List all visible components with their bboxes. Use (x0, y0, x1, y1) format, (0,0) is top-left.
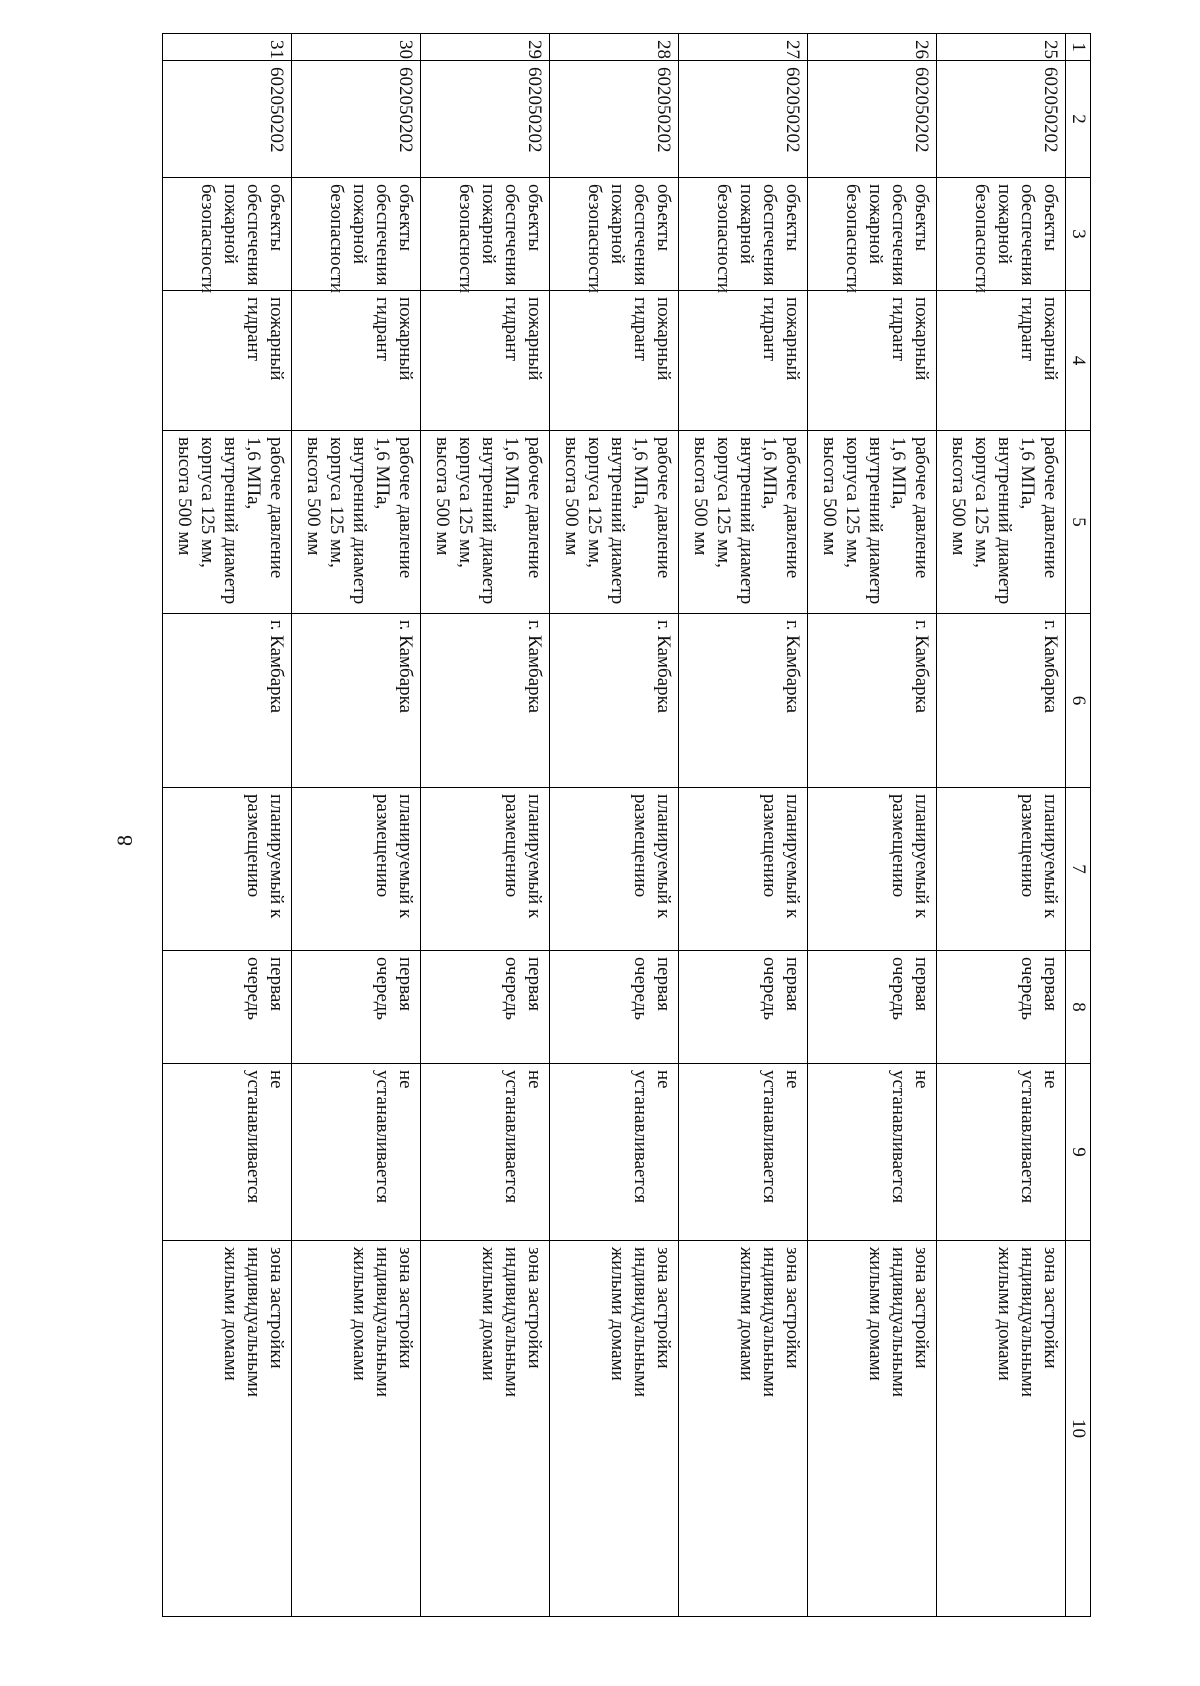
table-row (163, 34, 292, 1617)
object-code-cell: 602050202 (163, 61, 292, 178)
object-name-cell: пожарный гидрант (421, 291, 550, 431)
header-col-10: 10 (1066, 1241, 1091, 1617)
table-row (421, 34, 550, 1617)
object-type-cell: объекты обеспечения пожарной безопасности (550, 178, 679, 291)
characteristics-cell: рабочее давление 1,6 МПа, внутренний диаметр корпуса 125 мм, высота 500 мм (292, 431, 421, 614)
zone-limits-cell: не устанавливается (163, 1064, 292, 1241)
object-code-cell: 602050202 (808, 61, 937, 178)
row-number-cell: 27 (679, 34, 808, 61)
location-cell: г. Камбарка (292, 614, 421, 788)
status-cell: планируемый к размещению (937, 788, 1066, 951)
status-cell: планируемый к размещению (163, 788, 292, 951)
zone-limits-cell: не устанавливается (808, 1064, 937, 1241)
header-col-5: 5 (1066, 431, 1091, 614)
object-code-cell: 602050202 (421, 61, 550, 178)
object-type-cell: объекты обеспечения пожарной безопасности (808, 178, 937, 291)
object-code-cell: 602050202 (679, 61, 808, 178)
stage-cell: первая очередь (292, 951, 421, 1064)
table-row (808, 34, 937, 1617)
status-cell: планируемый к размещению (292, 788, 421, 951)
row-number-cell: 28 (550, 34, 679, 61)
object-type-cell: объекты обеспечения пожарной безопасности (421, 178, 550, 291)
object-name-cell: пожарный гидрант (808, 291, 937, 431)
zone-limits-cell: не устанавливается (421, 1064, 550, 1241)
table-row (550, 34, 679, 1617)
rotated-table-wrapper (163, 33, 1091, 1616)
object-code-cell: 602050202 (292, 61, 421, 178)
objects-table (162, 33, 1091, 1617)
stage-cell: первая очередь (421, 951, 550, 1064)
characteristics-cell: рабочее давление 1,6 МПа, внутренний диаметр корпуса 125 мм, высота 500 мм (550, 431, 679, 614)
object-name-cell: пожарный гидрант (679, 291, 808, 431)
row-number-cell: 25 (937, 34, 1066, 61)
status-cell: планируемый к размещению (421, 788, 550, 951)
stage-cell: первая очередь (808, 951, 937, 1064)
status-cell: планируемый к размещению (679, 788, 808, 951)
table-body (163, 34, 1066, 1617)
object-type-cell: объекты обеспечения пожарной безопасности (679, 178, 808, 291)
status-cell: планируемый к размещению (808, 788, 937, 951)
zone-limits-cell: не устанавливается (292, 1064, 421, 1241)
stage-cell: первая очередь (163, 951, 292, 1064)
status-cell: планируемый к размещению (550, 788, 679, 951)
object-name-cell: пожарный гидрант (292, 291, 421, 431)
object-name-cell: пожарный гидрант (163, 291, 292, 431)
zone-limits-cell: не устанавливается (937, 1064, 1066, 1241)
location-cell: г. Камбарка (937, 614, 1066, 788)
header-col-6: 6 (1066, 614, 1091, 788)
functional-zone-cell: зона застройки индивидуальными жилыми домами (292, 1241, 421, 1617)
stage-cell: первая очередь (679, 951, 808, 1064)
object-name-cell: пожарный гидрант (937, 291, 1066, 431)
row-number-cell: 26 (808, 34, 937, 61)
location-cell: г. Камбарка (421, 614, 550, 788)
object-code-cell: 602050202 (937, 61, 1066, 178)
table-row (937, 34, 1066, 1617)
header-col-9: 9 (1066, 1064, 1091, 1241)
functional-zone-cell: зона застройки индивидуальными жилыми домами (937, 1241, 1066, 1617)
row-number-cell: 30 (292, 34, 421, 61)
header-col-2: 2 (1066, 61, 1091, 178)
table-row (679, 34, 808, 1617)
location-cell: г. Камбарка (808, 614, 937, 788)
header-col-3: 3 (1066, 178, 1091, 291)
object-type-cell: объекты обеспечения пожарной безопасности (937, 178, 1066, 291)
characteristics-cell: рабочее давление 1,6 МПа, внутренний диаметр корпуса 125 мм, высота 500 мм (679, 431, 808, 614)
location-cell: г. Камбарка (679, 614, 808, 788)
row-number-cell: 29 (421, 34, 550, 61)
object-code-cell: 602050202 (550, 61, 679, 178)
table-row (292, 34, 421, 1617)
object-type-cell: объекты обеспечения пожарной безопасности (163, 178, 292, 291)
stage-cell: первая очередь (937, 951, 1066, 1064)
location-cell: г. Камбарка (163, 614, 292, 788)
header-row (1066, 34, 1091, 1617)
header-col-8: 8 (1066, 951, 1091, 1064)
object-type-cell: объекты обеспечения пожарной безопасности (292, 178, 421, 291)
functional-zone-cell: зона застройки индивидуальными жилыми домами (550, 1241, 679, 1617)
characteristics-cell: рабочее давление 1,6 МПа, внутренний диаметр корпуса 125 мм, высота 500 мм (421, 431, 550, 614)
functional-zone-cell: зона застройки индивидуальными жилыми домами (421, 1241, 550, 1617)
characteristics-cell: рабочее давление 1,6 МПа, внутренний диаметр корпуса 125 мм, высота 500 мм (937, 431, 1066, 614)
characteristics-cell: рабочее давление 1,6 МПа, внутренний диаметр корпуса 125 мм, высота 500 мм (808, 431, 937, 614)
functional-zone-cell: зона застройки индивидуальными жилыми домами (808, 1241, 937, 1617)
header-col-4: 4 (1066, 291, 1091, 431)
row-number-cell: 31 (163, 34, 292, 61)
header-col-1: 1 (1066, 34, 1091, 61)
header-col-7: 7 (1066, 788, 1091, 951)
object-name-cell: пожарный гидрант (550, 291, 679, 431)
characteristics-cell: рабочее давление 1,6 МПа, внутренний диаметр корпуса 125 мм, высота 500 мм (163, 431, 292, 614)
functional-zone-cell: зона застройки индивидуальными жилыми домами (679, 1241, 808, 1617)
page-number: 8 (112, 835, 137, 846)
stage-cell: первая очередь (550, 951, 679, 1064)
zone-limits-cell: не устанавливается (550, 1064, 679, 1241)
functional-zone-cell: зона застройки индивидуальными жилыми домами (163, 1241, 292, 1617)
zone-limits-cell: не устанавливается (679, 1064, 808, 1241)
location-cell: г. Камбарка (550, 614, 679, 788)
